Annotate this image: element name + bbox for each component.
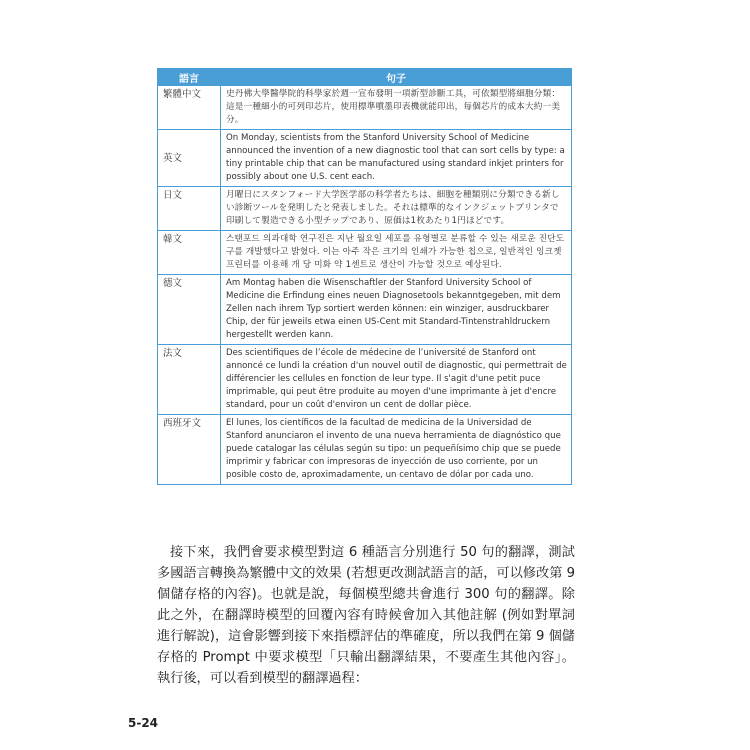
table-row <box>158 130 572 187</box>
row-sentence: Am Montag haben die Wisenschaftler der Stanford University School of Medicine die Erfindung eines neuen Diagnosetools bekanntgegeben, mit dem Zellen nach ihrem Typ sortiert werden können: ein winziger, ausdruckbarer Chip, der für jeweils etwa einen US-Cent mit Standard-Tintenstrahldruckern hergestellt werden kann. <box>221 275 572 345</box>
page-number: 5-24 <box>128 716 159 730</box>
table-row <box>158 345 572 415</box>
row-language: 西班牙文 <box>158 415 221 485</box>
table-header-row <box>158 69 572 86</box>
row-sentence: On Monday, scientists from the Stanford University School of Medicine announced the invention of a new diagnostic tool that can sort cells by type: a tiny printable chip that can be manufactured using standard inkjet printers for possibly about one U.S. cent each. <box>221 130 572 187</box>
table-row <box>158 187 572 231</box>
row-language: 英文 <box>158 130 221 187</box>
table-row <box>158 415 572 485</box>
table-row <box>158 275 572 345</box>
row-sentence: 月曜日にスタンフォード大学医学部の科学者たちは、細胞を種類別に分類できる新しい診断ツールを発明したと発表しました。それは標準的なインクジェットプリンタで印刷して製造できる小型チップであり、原価は1枚あたり1円ほどです。 <box>221 187 572 231</box>
header-sentence: 句子 <box>221 69 572 86</box>
row-sentence: Des scientifiques de l’école de médecine de l’université de Stanford ont annoncé ce lundi la création d'un nouvel outil de diagnostic, qui permettrait de différencier les cellules en fonction de leur type. Il s'agit d'une petit puce imprimable, qui peut être produite au moyen d'une imprimante à jet d'encre standard, pour un coût d'environ un cent de dollar pièce. <box>221 345 572 415</box>
row-language: 日文 <box>158 187 221 231</box>
row-language: 德文 <box>158 275 221 345</box>
table-row <box>158 86 572 130</box>
row-language: 韓文 <box>158 231 221 275</box>
translation-sample-table <box>157 68 572 485</box>
row-language: 繁體中文 <box>158 86 221 130</box>
row-sentence: El lunes, los científicos de la facultad de medicina de la Universidad de Stanford anunciaron el invento de una nueva herramienta de diagnóstico que puede catalogar las células según su tipo: un pequeñísimo chip que se puede imprimir y fabricar con impresoras de inyección de uso corriente, por un posible costo de, aproximadamente, un centavo de dólar por cada uno. <box>221 415 572 485</box>
header-language: 語言 <box>158 69 221 86</box>
table-row <box>158 231 572 275</box>
body-paragraph: 接下來，我們會要求模型對這 6 種語言分別進行 50 句的翻譯，測試多國語言轉換為繁體中文的效果 (若想更改測試語言的話，可以修改第 9 個儲存格的內容)。也就是說，每個模型總共會進行 300 句的翻譯。除此之外，在翻譯時模型的回覆內容有時候會加入其他註解 (例如對單詞進行解說)，這會影響到接下來指標評估的準確度，所以我們在第 9 個儲存格的 Prompt 中要求模型「只輸出翻譯結果，不要產生其他內容」。執行後，可以看到模型的翻譯過程： <box>157 545 575 686</box>
row-sentence: 史丹佛大學醫學院的科學家於週一宣布發明一項新型診斷工具，可依類型將細胞分類：這是一種細小的可列印芯片，使用標準噴墨印表機就能印出，每個芯片的成本大約一美分。 <box>221 86 572 130</box>
row-sentence: 스탠포드 의과대학 연구진은 지난 월요일 세포를 유형별로 분류할 수 있는 새로운 진단도구를 개발했다고 밝혔다. 이는 아주 작은 크기의 인쇄가 가능한 칩으로, 일반적인 잉크젯 프린터를 이용해 개 당 미화 약 1센트로 생산이 가능할 것으로 예상된다. <box>221 231 572 275</box>
row-language: 法文 <box>158 345 221 415</box>
